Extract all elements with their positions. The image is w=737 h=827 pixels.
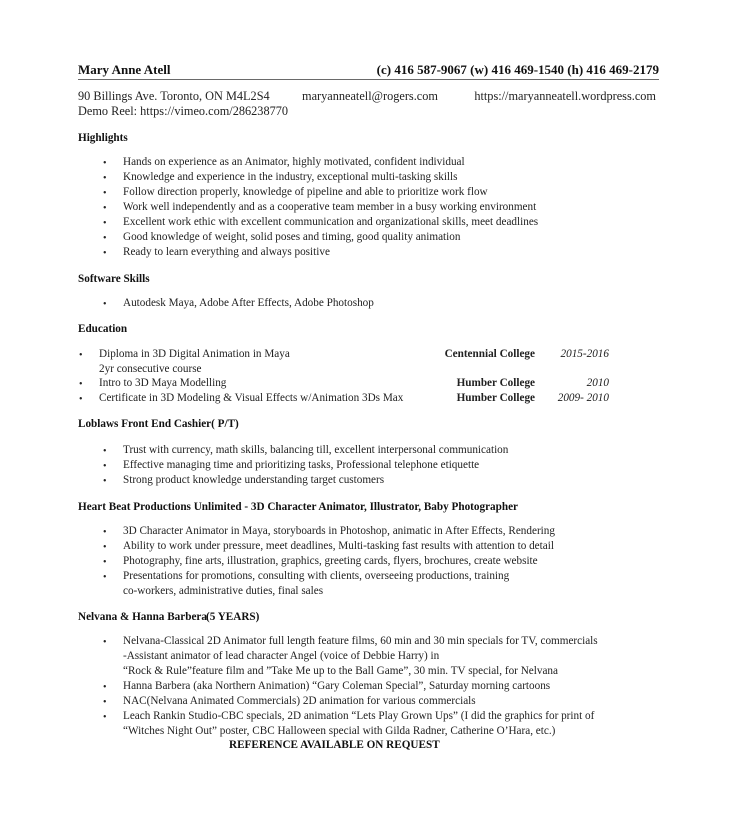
bullet-icon: • [103,697,107,708]
education-years: 2010 [586,377,609,389]
bullet-icon: • [103,233,107,244]
education-school: Humber College [456,392,535,404]
candidate-name: Mary Anne Atell [78,62,171,77]
list-item: Hands on experience as an Animator, highly motivated, confident individual [123,156,465,168]
list-item: Follow direction properly, knowledge of pipeline and able to prioritize work flow [123,186,488,198]
list-item: Trust with currency, math skills, balancing till, excellent interpersonal communication [123,444,509,456]
list-item: Presentations for promotions, consulting with clients, overseeing productions, training [123,570,510,582]
list-item: 3D Character Animator in Maya, storyboards in Photoshop, animatic in After Effects, Rendering [123,525,555,537]
phone-numbers: (c) 416 587-9067 (w) 416 469-1540 (h) 416 469-2179 [376,62,659,77]
bullet-icon: • [103,527,107,538]
education-school: Centennial College [444,348,535,360]
section-title-education: Education [78,323,128,335]
bullet-icon: • [103,188,107,199]
list-item: Nelvana-Classical 2D Animator full length feature films, 60 min and 30 min specials for TV, commercials [123,635,598,647]
bullet-icon: • [103,557,107,568]
list-item: Leach Rankin Studio-CBC specials, 2D animation “Lets Play Grown Ups” (I did the graphics for print of [123,710,595,722]
education-years: 2015-2016 [560,348,609,360]
bullet-icon: • [103,173,107,184]
bullet-icon: • [103,218,107,229]
section-title-highlights: Highlights [78,132,128,144]
bullet-icon: • [103,637,107,648]
bullet-icon: • [103,299,107,310]
section-title-loblaws: Loblaws Front End Cashier( P/T) [78,418,239,430]
list-item: Work well independently and as a cooperative team member in a busy working environment [123,201,537,213]
nelvana-duration: (5 YEARS) [206,611,260,623]
email-link[interactable]: maryanneatell@rogers.com [302,89,438,103]
references-note: REFERENCE AVAILABLE ON REQUEST [229,739,440,751]
bullet-icon: • [79,350,83,361]
list-item: Strong product knowledge understanding target customers [123,474,385,486]
education-years: 2009- 2010 [557,392,609,404]
bullet-icon: • [103,712,107,723]
section-title-software: Software Skills [78,273,150,285]
list-item: Ability to work under pressure, meet deadlines, Multi-tasking fast results with attention to detail [123,540,554,552]
bullet-icon: • [79,379,83,390]
list-item: Effective managing time and prioritizing tasks, Professional telephone etiquette [123,459,480,471]
website-link[interactable]: https://maryanneatell.wordpress.com [474,89,656,103]
list-item: Hanna Barbera (aka Northern Animation) “Gary Coleman Special”, Saturday morning cartoons [123,680,551,692]
education-program: Intro to 3D Maya Modelling [99,377,227,389]
list-item-continuation: -Assistant animator of lead character Angel (voice of Debbie Harry) in [123,650,440,662]
section-title-nelvana: Nelvana & Hanna Barbera [78,611,207,623]
demo-reel-link[interactable]: Demo Reel: https://vimeo.com/286238770 [78,104,289,118]
bullet-icon: • [103,572,107,583]
list-item: Autodesk Maya, Adobe After Effects, Adobe Photoshop [123,297,374,309]
education-note: 2yr consecutive course [99,363,202,375]
bullet-icon: • [103,203,107,214]
education-school: Humber College [456,377,535,389]
education-program: Diploma in 3D Digital Animation in Maya [99,348,290,360]
section-title-heartbeat: Heart Beat Productions Unlimited - 3D Character Animator, Illustrator, Baby Photographer [78,501,519,513]
list-item: Ready to learn everything and always positive [123,246,330,258]
bullet-icon: • [103,446,107,457]
list-item-continuation: “Rock & Rule”feature film and ”Take Me up to the Ball Game”, 30 min. TV special, for Nelvana [123,665,558,677]
bullet-icon: • [103,682,107,693]
header-divider [78,79,659,80]
list-item: Good knowledge of weight, solid poses and timing, good quality animation [123,231,461,243]
bullet-icon: • [103,461,107,472]
address: 90 Billings Ave. Toronto, ON M4L2S4 [78,89,270,103]
list-item-continuation: “Witches Night Out” poster, CBC Halloween special with Gilda Radner, Catherine O’Hara, etc.) [123,725,556,737]
list-item: NAC(Nelvana Animated Commercials) 2D animation for various commercials [123,695,476,707]
bullet-icon: • [103,248,107,259]
bullet-icon: • [103,542,107,553]
list-item: Excellent work ethic with excellent communication and organizational skills, meet deadlines [123,216,539,228]
list-item: Knowledge and experience in the industry, exceptional multi-tasking skills [123,171,458,183]
education-program: Certificate in 3D Modeling & Visual Effects w/Animation 3Ds Max [99,392,404,404]
list-item: Photography, fine arts, illustration, graphics, greeting cards, flyers, brochures, create website [123,555,538,567]
bullet-icon: • [103,158,107,169]
bullet-icon: • [79,394,83,405]
list-item-continuation: co-workers, administrative duties, final sales [123,585,324,597]
bullet-icon: • [103,476,107,487]
